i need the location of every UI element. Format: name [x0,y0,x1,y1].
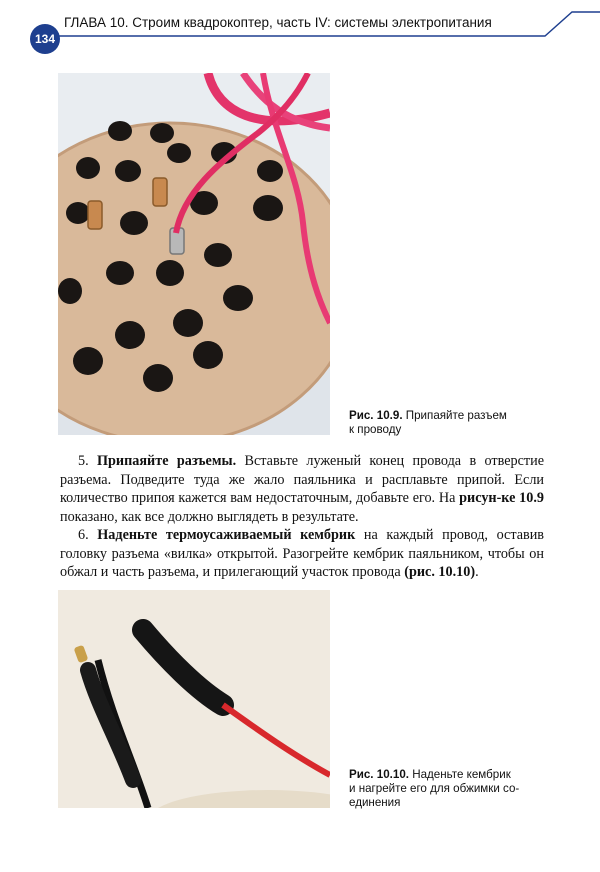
figure-10-10-photo [58,590,330,808]
figure-10-9-photo [58,73,330,435]
figure-10-10-caption-line3: единения [349,796,401,809]
page-number: 134 [30,24,60,54]
step-5-paragraph [60,452,544,526]
step-6-paragraph [60,526,544,582]
figure-10-10-caption [349,768,559,810]
step-6-figure-ref: (рис. 10.10) [404,564,476,580]
step-6-text: на каждый провод, оставив головку разъема «вилка» открытой. Разогрейте кембрик паяльником, чтобы он обжал и часть разъема, и прилегающий участок провода [60,527,545,580]
step-5-figure-ref: рисун-ке 10.9 [459,490,544,506]
step-5-title: Припаяйте разъемы. [97,453,237,469]
step-5-text: Вставьте луженый конец провода в отверстие разъема. Подведите туда же жало паяльника и расплавьте припой. Если количество припоя кажется вам недостаточным, добавьте его. На [60,453,545,506]
figure-10-10-caption-line1: Наденьте кембрик [412,768,511,781]
step-6-title: Наденьте термоусаживаемый кембрик [97,527,356,543]
step-6-text-end: . [475,564,479,580]
figure-10-9-label: Рис. 10.9. [349,409,403,422]
figure-10-9-caption-line2: к проводу [349,423,402,436]
figure-10-9-caption [349,409,549,437]
step-5-number: 5. [78,453,89,469]
step-6-number: 6. [78,527,89,543]
figure-10-9-caption-line1: Припаяйте разъем [405,409,507,422]
figure-10-10-caption-line2: и нагрейте его для обжимки со- [349,782,520,795]
figure-10-10-label: Рис. 10.10. [349,768,409,781]
step-5-text-end: показано, как все должно выглядеть в результате. [60,508,359,525]
running-header: ГЛАВА 10. Строим квадрокоптер, часть IV: системы электропитания [64,15,492,30]
body-text [60,452,544,582]
